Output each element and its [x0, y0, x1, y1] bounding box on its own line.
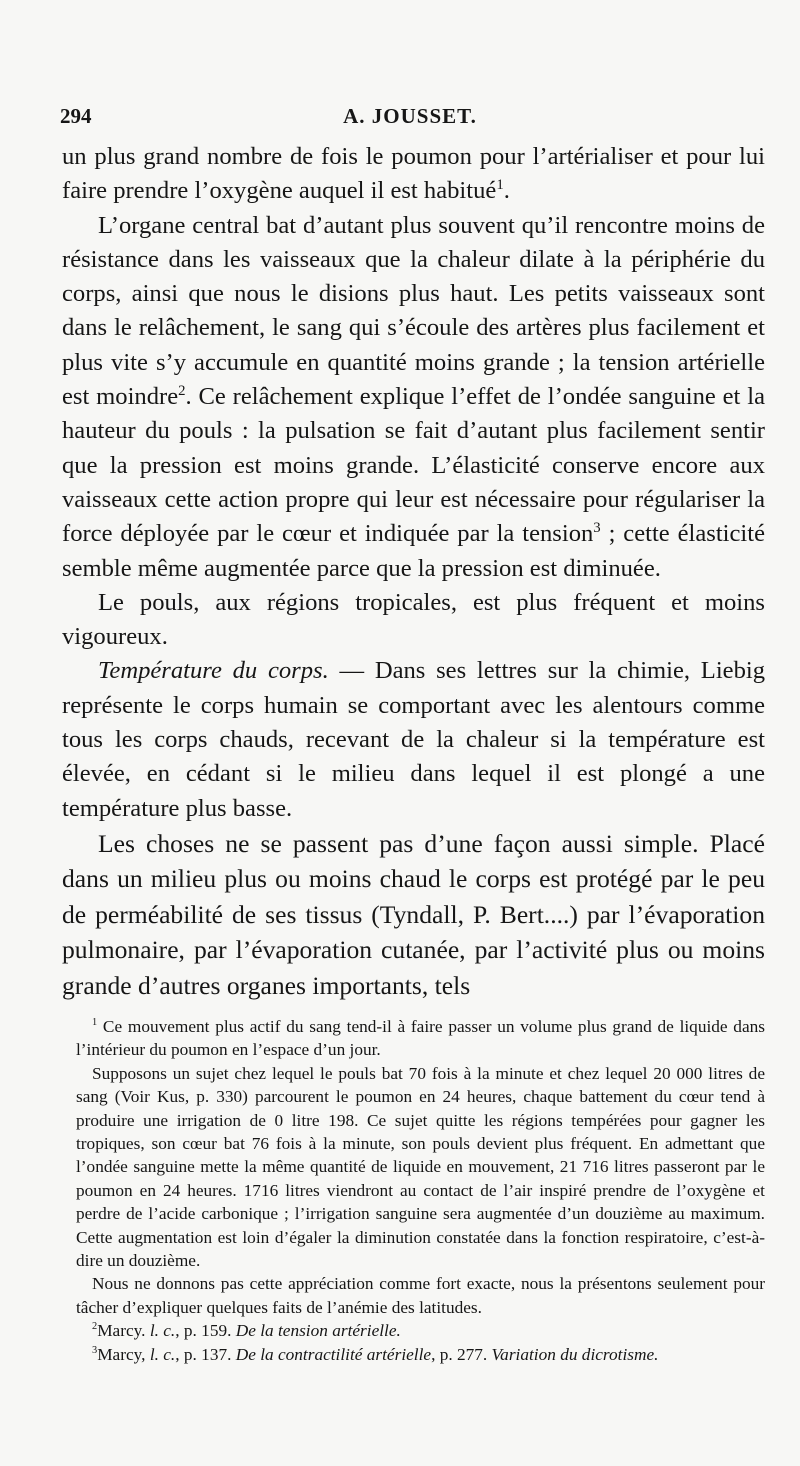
footnote-3	[76, 1343, 765, 1366]
paragraph	[62, 140, 765, 209]
body-text	[62, 140, 765, 1003]
footnote-ref: 2	[178, 382, 186, 399]
footnote-text: De la tension artérielle.	[235, 1321, 401, 1341]
footnote-text: De la contractilité artérielle	[235, 1344, 432, 1364]
footnote-2	[76, 1319, 765, 1342]
section-heading: Température du corps.	[98, 657, 329, 685]
footnote-text: , p. 277.	[431, 1344, 492, 1364]
paragraph-text: L’organe central bat d’autant plus souvent qu’il rencontre moins de résistance dans les vaisseaux que la chaleur dilate à la périphérie du corps, ainsi que nous le disions plus haut. Les petits vaisseaux sont dans le relâchement, le sang qui s’écoule des artères plus facilement et plus vite s’y accumule en quantité moins grande ; la tension artérielle est moindre	[62, 211, 765, 411]
footnote-text: l. c.	[149, 1321, 176, 1341]
paragraph	[62, 209, 765, 586]
footnote-text: l. c.	[149, 1344, 176, 1364]
footnote-1	[76, 1015, 765, 1062]
footnote-ref: 3	[593, 520, 601, 537]
footnote-1-continued: Nous ne donnons pas cette appréciation comme fort exacte, nous la présentons seulement pour tâcher d’expliquer quelques faits de l’anémie des latitudes.	[76, 1274, 765, 1317]
page-header	[60, 104, 760, 134]
paragraph-text: — Dans ses lettres sur la chimie, Liebig représente le corps humain se comportant avec les alentours comme tous les corps chauds, recevant de la chaleur si la température est élevée, en cédant si le milieu dans lequel il est plongé a une température plus basse.	[62, 657, 765, 822]
footnote-text: Marcy,	[97, 1344, 150, 1364]
footnotes	[76, 1015, 765, 1366]
footnote-mark: 3	[92, 1344, 98, 1356]
footnote-text: Variation du dicrotisme.	[491, 1344, 659, 1364]
page-number: 294	[60, 104, 92, 128]
footnote-text: , p. 159.	[175, 1321, 236, 1341]
paragraph: Les choses ne se passent pas d’une façon aussi simple. Placé dans un milieu plus ou moins chaud le corps est protégé par le peu de perméabilité de ses tissus (Tyndall, P. Bert....) par l’évaporation pulmonaire, par l’évaporation cutanée, par l’activité plus ou moins grande d’autres organes importants, tels	[62, 828, 765, 1000]
running-title: A. JOUSSET.	[343, 104, 477, 128]
paragraph-text: un plus grand nombre de fois le poumon pour l’artérialiser et pour lui faire prendre l’oxygène auquel il est habitué	[62, 143, 765, 205]
paragraph: Le pouls, aux régions tropicales, est plus fréquent et moins vigoureux.	[62, 588, 765, 651]
footnote-text: Marcy.	[97, 1321, 150, 1341]
paragraph-text: . Ce relâchement explique l’effet de l’ondée sanguine et la hauteur du pouls : la pulsation se fait d’autant plus facilement sentir que la pression est moins grande. L’élasticité conserve encore aux vaisseaux cette action propre qui leur est nécessaire pour régulariser la force déployée par le cœur et indiquée par la tension	[62, 383, 765, 548]
footnote-1-continued: Supposons un sujet chez lequel le pouls bat 70 fois à la minute et chez lequel 20 000 litres de sang (Voir Kus, p. 330) parcourent le poumon en 24 heures, chaque battement du cœur tend à produire une irrigation de 0 litre 198. Ce sujet quitte les régions tempérées pour gagner les tropiques, son cœur bat 76 fois à la minute, son pouls devient plus fréquent. En admettant que l’ondée sanguine mette la même quantité de liquide en mouvement, 21 716 litres passeront par le poumon en 24 heures. 1716 litres viendront au contact de l’air inspiré prendre de l’oxygène et perdre de l’acide carbonique ; l’irrigation sanguine sera augmentée d’un douzième au maximum. Cette augmentation est loin d’égaler la diminution constatée dans la fonction respiratoire, c’est-à-dire un douzième.	[76, 1063, 765, 1271]
paragraph-text: .	[503, 177, 510, 205]
footnote-ref: 1	[496, 177, 504, 194]
paragraph-text: ; cette élasticité semble même augmentée parce que la pression est diminuée.	[62, 520, 766, 582]
footnote-mark: 2	[92, 1321, 98, 1333]
footnote-text: Ce mouvement plus actif du sang tend-il à faire passer un volume plus grand de liquide dans l’intérieur du poumon en l’espace d’un jour.	[76, 1017, 765, 1060]
paragraph	[62, 654, 765, 825]
footnote-mark: 1	[92, 1017, 98, 1029]
footnote-text: , p. 137.	[175, 1344, 236, 1364]
